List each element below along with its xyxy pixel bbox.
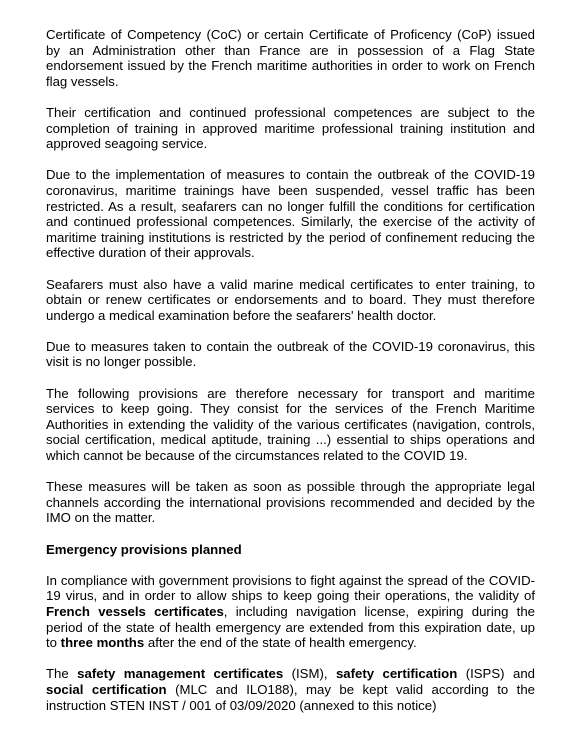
text-run: (ISM), bbox=[283, 666, 336, 682]
bold-run: safety certification bbox=[335, 666, 458, 682]
paragraph-visit-impossible: Due to measures taken to contain the outbreak of the COVID-19 coronavirus, this visit is no longer possible. bbox=[46, 338, 535, 370]
text-run: The bbox=[46, 666, 78, 682]
section-heading: Emergency provisions planned bbox=[46, 541, 242, 557]
document-page bbox=[46, 27, 535, 713]
bold-run: social certification bbox=[46, 681, 167, 697]
bold-run: safety management certificates bbox=[77, 666, 284, 682]
paragraph-certification-competences: Their certification and continued professional competences are subject to the completion of training in approved maritime professional training institution and approved seagoing service. bbox=[46, 104, 535, 152]
paragraph-vessel-certificates bbox=[46, 573, 535, 651]
paragraph-safety-certificates bbox=[46, 666, 535, 713]
paragraph-coc-cop: Certificate of Competency (CoC) or certain Certificate of Proficency (CoP) issued by an Administration other than France are in possession of a Flag State endorsement issued by the French maritime authorities in order to work on French flag vessels. bbox=[46, 27, 535, 89]
bold-run: French vessels certificates bbox=[46, 603, 224, 619]
text-run: In compliance with government provisions to fight against the spread of the COVID-19 virus, and in order to allow ships to keep going their operations, the validity of bbox=[46, 572, 535, 604]
paragraph-measures-legal-channels: These measures will be taken as soon as possible through the appropriate legal channels according the international provisions recommended and decided by the IMO on the matter. bbox=[46, 479, 535, 526]
paragraph-covid-measures: Due to the implementation of measures to contain the outbreak of the COVID-19 coronavirus, maritime trainings have been suspended, vessel traffic has been restricted. As a result, seafarers can no longer fulfill the conditions for certification and continued professional competences. Similarly, the exercise of the activity of maritime training institutions is restricted by the period of confinement reducing the effective duration of their approvals. bbox=[46, 167, 535, 261]
text-run: , including navigation license, expiring during the period of the state of health emergency are extended from this expiration date, up to bbox=[46, 603, 535, 651]
text-run: (ISPS) and bbox=[457, 666, 535, 682]
bold-run: three months bbox=[60, 635, 145, 651]
text-run: (MLC and ILO188), may be kept valid according to the instruction STEN INST / 001 of 03/09/2020 (annexed to this notice) bbox=[46, 681, 535, 713]
paragraph-provisions-necessary: The following provisions are therefore necessary for transport and maritime services to keep going. They consist for the services of the French Maritime Authorities in extending the validity of the various certificates (navigation, controls, social certification, medical aptitude, training ...) essential to ships operations and which cannot be because of the circumstances related to the COVID 19. bbox=[46, 385, 535, 464]
text-run: after the end of the state of health emergency. bbox=[144, 635, 417, 651]
paragraph-medical-certificates: Seafarers must also have a valid marine medical certificates to enter training, to obtain or renew certificates or endorsements and to board. They must therefore undergo a medical examination before the seafarers' health doctor. bbox=[46, 276, 535, 323]
